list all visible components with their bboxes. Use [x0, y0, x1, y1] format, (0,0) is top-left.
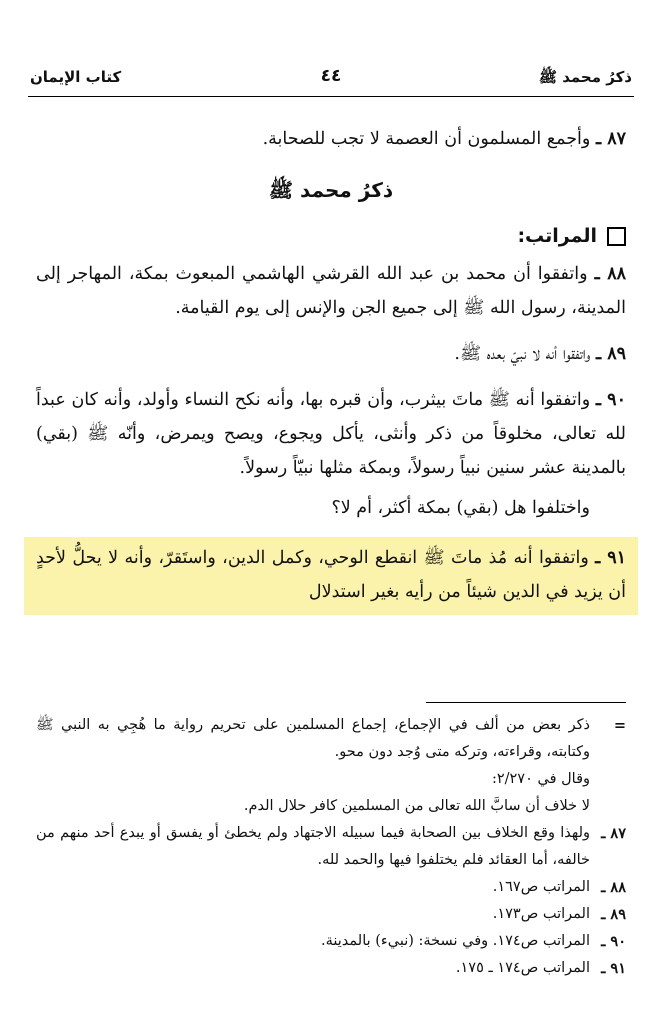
item-number: ٨٧ ـ	[595, 129, 626, 149]
footnote-continuation	[36, 712, 626, 766]
paragraph-90	[36, 383, 626, 485]
paragraph-90-disagreement: واختلفوا هل (بقي) بمكة أكثر، أم لا؟	[331, 498, 590, 518]
subheading-label: المراتب:	[517, 225, 597, 247]
main-text	[36, 120, 626, 615]
footnote-mark: ٨٩ ـ	[601, 906, 626, 923]
footnote-mark: ٩١ ـ	[601, 960, 626, 977]
paragraph-text: واتفقوا أنه مُذ ماتَ ﷺ انقطع الوحي، وكمل الدين، واستَقرّ، وأنه لا يحلُّ لأحدٍ أن يزيد في الدين شيئاً من رأيه بغير استدلال	[36, 548, 626, 602]
footnote-87	[36, 820, 626, 874]
item-number: ٨٨ ـ	[594, 264, 626, 284]
paragraph-text: واتفقوا أنه ﷺ ماتَ بيثرب، وأن قبره بها، وأنه نكح النساء وأولد، وأنه كان عبداً لله تعالى، مخلوقاً من ذكر وأنثى، يأكل ويجوع، ويصح ويمرض، وأنّه ﷺ (بقي) بالمدينة عشر سنين نبياً رسولاً، وبمكة مثلها نبيّاً رسولاً.	[36, 390, 626, 478]
page-number: ٤٤	[320, 66, 342, 86]
footnote-text: ذكر بعض من ألف في الإجماع، إجماع المسلمين على تحريم رواية ما هُجِي به النبي ﷺ وكتابته، وقراءته، وتركه متى وُجد دون محو.	[36, 717, 590, 760]
paragraph-89	[36, 337, 626, 371]
footnote-88	[36, 874, 626, 901]
footnote-mark: ٨٨ ـ	[601, 879, 626, 896]
footnote-text: المراتب ص١٧٣.	[492, 906, 590, 922]
section-title: ذكرُ محمد ﷺ	[268, 178, 394, 202]
footnote-line: لا خلاف أن سابَّ الله تعالى من المسلمين كافر حلال الدم.	[243, 798, 590, 814]
footnote-mark: ٩٠ ـ	[601, 933, 626, 950]
footnote-89	[36, 901, 626, 928]
item-number: ٩١ ـ	[595, 548, 626, 568]
footnote-line: وقال في ٢/٢٧٠:	[491, 771, 590, 787]
footnote-91	[36, 955, 626, 982]
footnote-text: المراتب ص١٧٤. وفي نسخة: (نبيء) بالمدينة.	[321, 933, 590, 949]
item-number: ٨٩ ـ	[595, 344, 626, 364]
running-head-book: كتاب الإيمان	[30, 68, 122, 86]
footnote-mark: ٨٧ ـ	[601, 825, 626, 842]
paragraph-87	[36, 122, 626, 156]
footnote-divider	[426, 702, 626, 703]
paragraph-91-highlighted	[24, 537, 638, 615]
square-bullet-icon	[607, 227, 626, 246]
subheading	[36, 225, 626, 247]
footnote-text: المراتب ص١٧٤ ـ ١٧٥.	[455, 960, 590, 976]
paragraph-text: وأجمع المسلمون أن العصمة لا تجب للصحابة.	[262, 129, 591, 149]
item-number: ٩٠ ـ	[595, 390, 626, 410]
paragraph-text: واتفقوا أنه لا نبيّ بعده ﷺ.	[454, 344, 591, 364]
footnote-90	[36, 928, 626, 955]
footnote-mark: =	[613, 717, 626, 734]
paragraph-88	[36, 257, 626, 325]
footnote-text: ولهذا وقع الخلاف بين الصحابة فيما سبيله الاجتهاد ولم يخطئ أو يفسق أو يبدع أحد منهم من خالفه، أما العقائد فلم يختلفوا فيها والحمد لله.	[36, 825, 590, 868]
footnote-text: المراتب ص١٦٧.	[492, 879, 590, 895]
paragraph-text: واتفقوا أن محمد بن عبد الله القرشي الهاشمي المبعوث بمكة، المهاجر إلى المدينة، رسول الله ﷺ إلى جميع الجن والإنس إلى يوم القيامة.	[36, 264, 626, 318]
running-head-chapter: ذكرُ محمد ﷺ	[538, 68, 632, 86]
footnotes	[36, 712, 626, 982]
page-header	[28, 62, 634, 97]
